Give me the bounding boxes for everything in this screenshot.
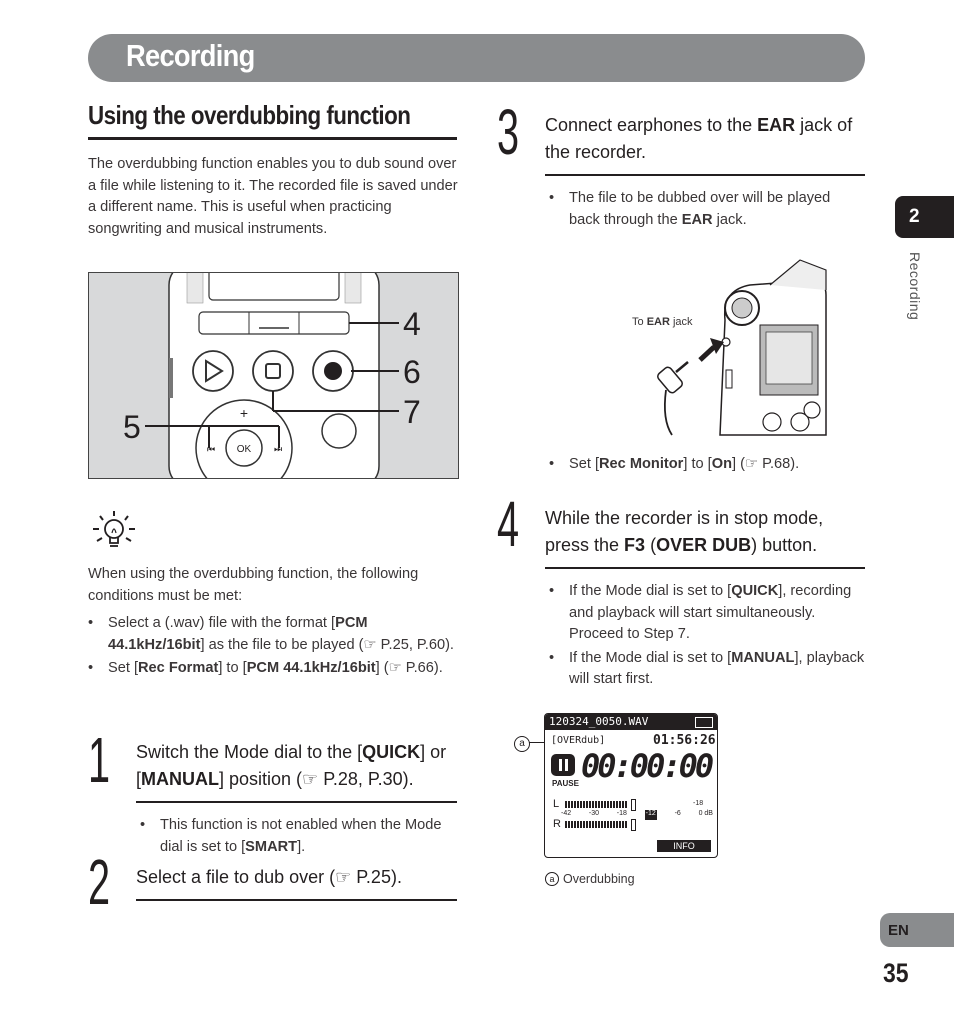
step-1-text: Switch the Mode dial to the [QUICK] or [MANUAL] position (☞ P.28, P.30). (136, 742, 447, 789)
hint-intro: When using the overdubbing function, the following conditions must be met: (88, 566, 419, 604)
display-status: PAUSE (552, 779, 579, 788)
step-1-notes (140, 815, 460, 858)
callout-a-marker: a (514, 736, 530, 752)
pause-icon (551, 754, 575, 776)
recorder-display (544, 713, 718, 858)
step-2-rule (136, 899, 457, 901)
svg-text:⏮: ⏮ (206, 445, 216, 455)
info-softkey: INFO (657, 840, 711, 852)
display-caption: Overdubbing (563, 872, 635, 886)
page-number: 35 (883, 958, 909, 988)
page-title: Recording (126, 38, 255, 73)
level-meter-left (565, 801, 627, 808)
chapter-number: 2 (909, 206, 920, 227)
list-item: • Set [Rec Format] to [PCM 44.1kHz/16bit] (☞ P.66). (88, 658, 460, 680)
list-item: • If the Mode dial is set to [QUICK], recording and playback will start simultaneously. Proceed to Step 7. (549, 581, 865, 646)
svg-text:⏭: ⏭ (273, 445, 283, 455)
level-meter-right (565, 821, 627, 828)
chapter-label: Recording (907, 252, 923, 321)
list-item: • The file to be dubbed over will be played back through the EAR jack. (549, 188, 865, 231)
section-title: Using the overdubbing function (88, 100, 411, 130)
level-scale: -42 -30 -18 -12 -6 0 dB (561, 810, 713, 820)
step-3-notes (549, 188, 865, 231)
peak-label: -18 (693, 800, 704, 807)
language-tab (880, 913, 954, 947)
display-mode: [OVERdub] (551, 735, 606, 746)
recorder-side-illustration (630, 250, 830, 440)
step-4-number: 4 (497, 488, 520, 560)
recorder-buttons-figure (88, 272, 459, 479)
list-item: • Set [Rec Monitor] to [On] (☞ P.68). (549, 454, 865, 476)
chapter-tab (895, 196, 954, 238)
hint-conditions-list (88, 613, 460, 680)
step-2-number: 2 (88, 846, 111, 918)
ok-button-label: OK (236, 444, 252, 455)
step-3-text: Connect earphones to the EAR jack of the recorder. (545, 115, 853, 162)
caption-letter: a (545, 872, 559, 886)
display-filename: 120324_0050.WAV (549, 715, 649, 728)
callout-6: 6 (403, 354, 421, 390)
recorder-buttons-illustration (89, 273, 458, 478)
battery-icon (695, 717, 713, 728)
language-label: EN (888, 921, 909, 939)
step-4-rule (545, 567, 865, 569)
plus-button-label: + (239, 405, 249, 421)
step-2-text: Select a file to dub over (☞ P.25). (136, 867, 402, 887)
step-3-number: 3 (497, 96, 520, 168)
channel-right-label: R (553, 818, 561, 830)
step-3-rule (545, 174, 865, 176)
ear-jack-label: To EAR jack (632, 316, 693, 328)
list-item: • Select a (.wav) file with the format [PCM 44.1kHz/16bit] as the file to be played (☞ P.25, P.60). (88, 613, 460, 656)
step-4-notes (549, 581, 865, 691)
section-rule (88, 137, 457, 140)
list-item: • This function is not enabled when the Mode dial is set to [SMART]. (140, 815, 460, 858)
callout-4: 4 (403, 306, 421, 342)
callout-5: 5 (123, 409, 141, 445)
display-counter: 00:00:00 (581, 747, 712, 785)
callout-7: 7 (403, 394, 421, 430)
display-remaining-time: 01:56:26 (653, 733, 716, 748)
earphone-connection-figure (630, 250, 830, 440)
step-1-rule (136, 801, 457, 803)
step-4-text: While the recorder is in stop mode, press the F3 (OVER DUB) button. (545, 508, 824, 555)
step-1-number: 1 (88, 724, 111, 796)
lightbulb-icon (88, 505, 140, 557)
channel-left-label: L (553, 798, 560, 810)
list-item: • If the Mode dial is set to [MANUAL], playback will start first. (549, 648, 865, 691)
step-3-notes-2 (549, 454, 865, 476)
intro-paragraph: The overdubbing function enables you to dub sound over a file while listening to it. The recorded file is saved under a different name. This is useful when practicing songwriting and musical instruments. (88, 156, 458, 237)
